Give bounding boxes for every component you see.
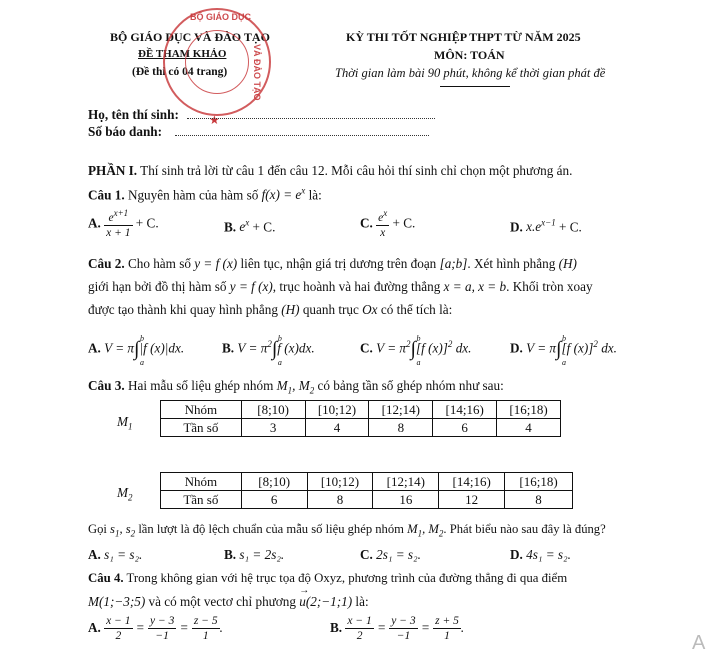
q2-option-c[interactable]: C. $V = \pi^2\int$ b a [f (x)]$^2$ dx. bbox=[360, 334, 472, 367]
corner-mark: A bbox=[692, 632, 706, 654]
table-row: Nhóm [8;10) [10;12) [12;14) [14;16) [16;18) bbox=[161, 473, 573, 491]
q2-line3: được tạo thành khi quay hình phẳng (H) quanh trục Ox có thể tích là: bbox=[88, 302, 453, 317]
subject: MÔN: TOÁN bbox=[434, 48, 505, 62]
table-row: Nhóm [8;10) [10;12) [12;14) [14;16) [16;18) bbox=[161, 401, 561, 419]
candidate-id-field bbox=[175, 135, 429, 136]
q1-text: Nguyên hàm của hàm số bbox=[127, 187, 259, 203]
q1-func: $f(x) = e^x$ bbox=[261, 186, 306, 203]
q3-option-a[interactable]: A. s₁ = s₂. bbox=[88, 547, 143, 562]
page-count: (Đề thi có 04 trang) bbox=[132, 66, 228, 78]
seal-text-top: BỘ GIÁO DỤC bbox=[190, 12, 252, 22]
freq-table-m2 bbox=[160, 472, 573, 509]
freq-table-m1 bbox=[160, 400, 561, 437]
time-note: Thời gian làm bài 90 phút, không kể thời gian phát đề bbox=[335, 66, 606, 80]
table-row: Tần số 3 4 8 6 4 bbox=[161, 419, 561, 437]
q2-option-a[interactable]: A. V = π∫ b a |f (x)|dx. bbox=[88, 334, 185, 367]
q1-label: Câu 1. bbox=[88, 187, 125, 203]
q2-option-d[interactable]: D. V = π∫ b a [f (x)]$^2$ dx. bbox=[510, 334, 617, 367]
seal-star-icon: ★ bbox=[209, 113, 220, 127]
exam-title: KỲ THI TỐT NGHIỆP THPT TỪ NĂM 2025 bbox=[346, 30, 581, 44]
q2-line2: giới hạn bởi đồ thị hàm số y = f (x), trục hoành và hai đường thẳng x = a, x = b. Khối tròn xoay bbox=[88, 279, 593, 294]
candidate-id-label: Số báo danh: bbox=[88, 124, 163, 139]
q1-stem bbox=[88, 186, 322, 204]
q3-stem: Câu 3. Hai mẫu số liệu ghép nhóm $M_1$, $M_2$ có bảng tần số ghép nhóm như sau: bbox=[88, 378, 504, 396]
q3-option-c[interactable]: C. 2s₁ = s₂. bbox=[360, 547, 421, 562]
seal-inner-ring bbox=[185, 30, 249, 94]
q1-option-a[interactable]: A. $\frac{e^{x+1}}{x + 1}$ + C. bbox=[88, 208, 159, 240]
q3-label: Câu 3. bbox=[88, 378, 125, 393]
seal-text-side: VÀ ĐÀO TẠO bbox=[252, 44, 262, 101]
candidate-name-label: Họ, tên thí sinh: bbox=[88, 107, 179, 122]
q3-option-b[interactable]: B. s₁ = 2s₂. bbox=[224, 547, 285, 562]
q4-option-b[interactable]: B. $\frac{x - 1}{2}$ = $\frac{y - 3}{-1}$ = $\frac{z + 5}{1}$ . bbox=[330, 615, 465, 643]
q1-tail: là: bbox=[308, 187, 322, 203]
q1-option-b[interactable]: B. $e^x + C$. bbox=[224, 218, 276, 235]
part1-label: PHẦN I. bbox=[88, 163, 138, 178]
q1-option-d[interactable]: D. $x.e^{x-1} + C$. bbox=[510, 218, 582, 235]
q4-label: Câu 4. bbox=[88, 571, 124, 585]
ministry-name: BỘ GIÁO DỤC VÀ ĐÀO TẠO bbox=[110, 30, 270, 44]
q4-line1: Câu 4. Trong không gian với hệ trục tọa độ Oxyz, phương trình của đường thẳng đi qua điểm bbox=[88, 571, 568, 585]
table-row: Tần số 6 8 16 12 8 bbox=[161, 491, 573, 509]
q4-line2: M(1;−3;5) và có một vectơ chỉ phương → u(2;−1;1) là: bbox=[88, 585, 369, 609]
q3-question: Gọi $s_1$, $s_2$ lần lượt là độ lệch chuẩn của mẫu số liệu ghép nhóm $M_1$, $M_2$. Phát biểu nào sau đây là đúng? bbox=[88, 522, 606, 539]
doc-type: ĐỀ THAM KHẢO bbox=[138, 48, 227, 60]
q2-option-b[interactable]: B. $V = \pi^2\int$ b a f (x)dx. bbox=[222, 334, 315, 367]
table2-sample-label: $M_2$ bbox=[117, 485, 133, 503]
q2-line1: Câu 2. Cho hàm số y = f (x) liên tục, nhận giá trị dương trên đoạn [a;b]. Xét hình phẳng (H) bbox=[88, 256, 577, 271]
q4-option-a[interactable]: A. $\frac{x - 1}{2}$ = $\frac{y - 3}{-1}$ = $\frac{z - 5}{1}$ . bbox=[88, 615, 223, 643]
table1-sample-label: $M_1$ bbox=[117, 414, 133, 432]
candidate-name-field bbox=[187, 118, 435, 119]
header-rule bbox=[440, 86, 510, 87]
part1-text: Thí sinh trả lời từ câu 1 đến câu 12. Mỗi câu hỏi thí sinh chỉ chọn một phương án. bbox=[140, 163, 573, 178]
q2-label: Câu 2. bbox=[88, 256, 125, 271]
q1-option-c[interactable]: C. $\frac{e^x}{x}$ + C. bbox=[360, 208, 416, 240]
part1-instruction bbox=[88, 163, 572, 180]
q3-option-d[interactable]: D. 4s₁ = s₂. bbox=[510, 547, 571, 562]
